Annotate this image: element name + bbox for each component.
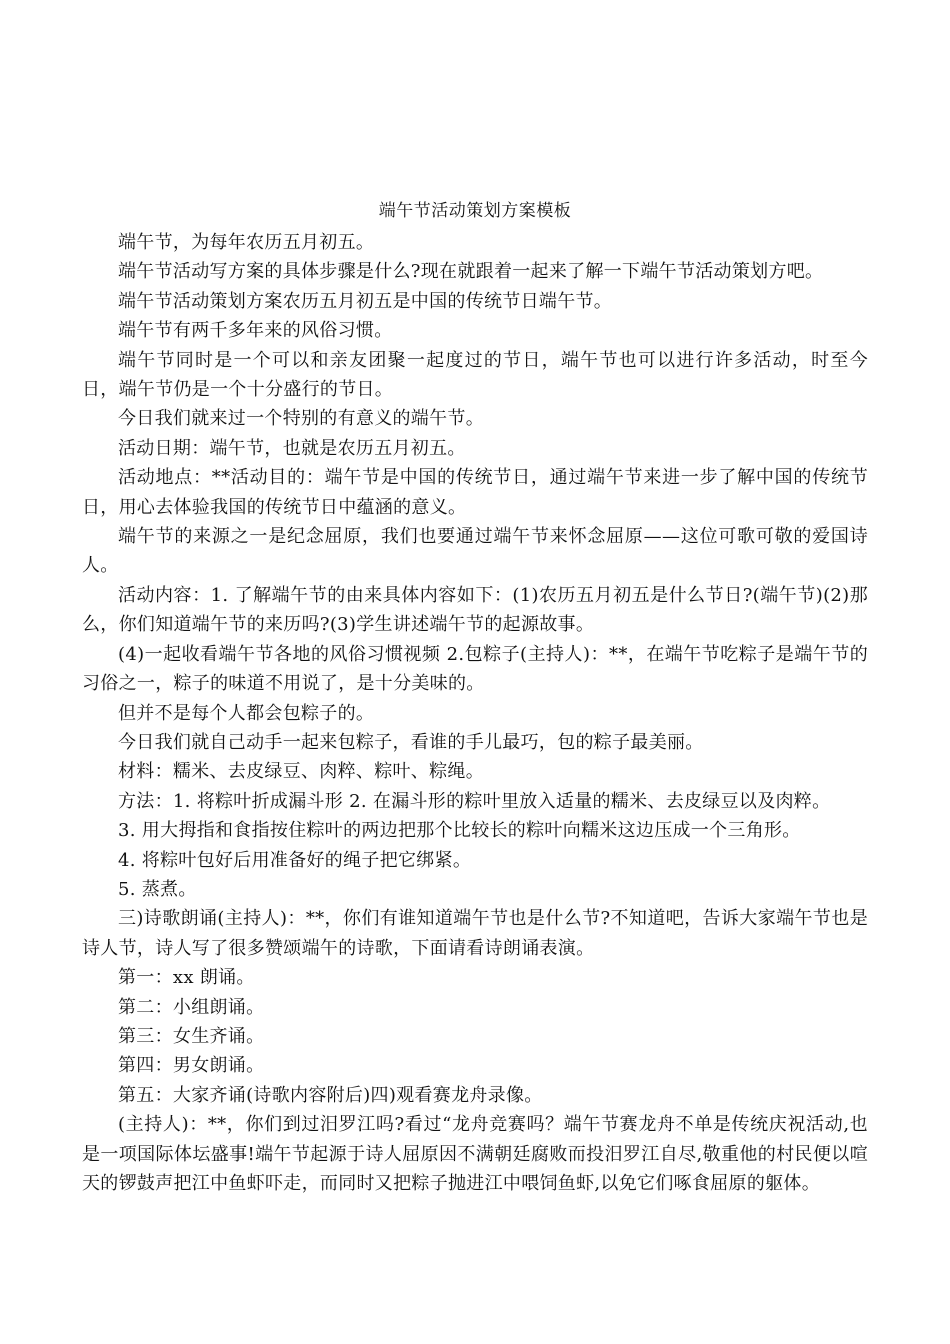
paragraph: 第五：大家齐诵(诗歌内容附后)四)观看赛龙舟录像。 bbox=[118, 1084, 543, 1106]
paragraph: 3. 用大拇指和食指按住粽叶的两边把那个比较长的粽叶向糯米这边压成一个三角形。 bbox=[118, 820, 801, 842]
paragraph: 但并不是每个人都会包粽子的。 bbox=[118, 702, 375, 724]
paragraph: 今日我们就自己动手一起来包粽子，看谁的手儿最巧，包的粽子最美丽。 bbox=[118, 731, 704, 753]
paragraph: 材料：糯米、去皮绿豆、肉粹、粽叶、粽绳。 bbox=[118, 761, 484, 783]
paragraph: 端午节同时是一个可以和亲友团聚一起度过的节日，端午节也可以进行许多活动，时至今日，端午节仍是一个十分盛行的节日。 bbox=[82, 349, 868, 401]
document-title: 端午节活动策划方案模板 bbox=[378, 201, 572, 221]
paragraph: 三)诗歌朗诵(主持人)：**，你们有谁知道端午节也是什么节?不知道吧，告诉大家端午节也是诗人节，诗人写了很多赞颂端午的诗歌，下面请看诗朗诵表演。 bbox=[82, 908, 868, 959]
paragraph: 第四：男女朗诵。 bbox=[118, 1055, 265, 1077]
paragraph: 方法：1. 将粽叶折成漏斗形 2. 在漏斗形的粽叶里放入适量的糯米、去皮绿豆以及肉粹。 bbox=[118, 790, 831, 812]
paragraph: 第一：xx 朗诵。 bbox=[118, 967, 255, 989]
paragraph: 今日我们就来过一个特别的有意义的端午节。 bbox=[118, 408, 484, 430]
paragraph: (主持人)：**，你们到过汨罗江吗?看过“龙舟竞赛吗？端午节赛龙舟不单是传统庆祝活动,也是一项国际体坛盛事!端午节起源于诗人屈原因不满朝廷腐败而投汨罗江自尽,敬重他的村民便以喧天的锣鼓声把江中鱼虾吓走，而同时又把粽子抛进江中喂饲鱼虾,以免它们啄食屈原的躯体。 bbox=[82, 1114, 868, 1194]
paragraph: 4. 将粽叶包好后用准备好的绳子把它绑紧。 bbox=[118, 849, 472, 871]
document-page bbox=[82, 200, 868, 1198]
paragraph: 活动地点：**活动目的：端午节是中国的传统节日，通过端午节来进一步了解中国的传统节日，用心去体验我国的传统节日中蕴涵的意义。 bbox=[82, 467, 868, 518]
paragraph: 活动内容：1. 了解端午节的由来具体内容如下：(1)农历五月初五是什么节日?(端午节)(2)那么，你们知道端午节的来历吗?(3)学生讲述端午节的起源故事。 bbox=[82, 584, 868, 636]
paragraph: 第二：小组朗诵。 bbox=[118, 996, 265, 1018]
paragraph: 端午节，为每年农历五月初五。 bbox=[118, 232, 375, 253]
paragraph: 端午节的来源之一是纪念屈原，我们也要通过端午节来怀念屈原——这位可歌可敬的爱国诗人。 bbox=[82, 526, 868, 577]
paragraph: 端午节有两千多年来的风俗习惯。 bbox=[118, 320, 393, 342]
paragraph: 端午节活动策划方案农历五月初五是中国的传统节日端午节。 bbox=[118, 290, 613, 312]
paragraph: 5. 蒸煮。 bbox=[118, 878, 197, 900]
paragraph: 第三：女生齐诵。 bbox=[118, 1025, 265, 1047]
paragraph: (4)一起收看端午节各地的风俗习惯视频 2.包粽子(主持人)：**，在端午节吃粽子是端午节的习俗之一，粽子的味道不用说了，是十分美味的。 bbox=[82, 643, 868, 695]
paragraph: 端午节活动写方案的具体步骤是什么?现在就跟着一起来了解一下端午节活动策划方吧。 bbox=[118, 261, 824, 283]
paragraph: 活动日期：端午节，也就是农历五月初五。 bbox=[118, 437, 466, 459]
